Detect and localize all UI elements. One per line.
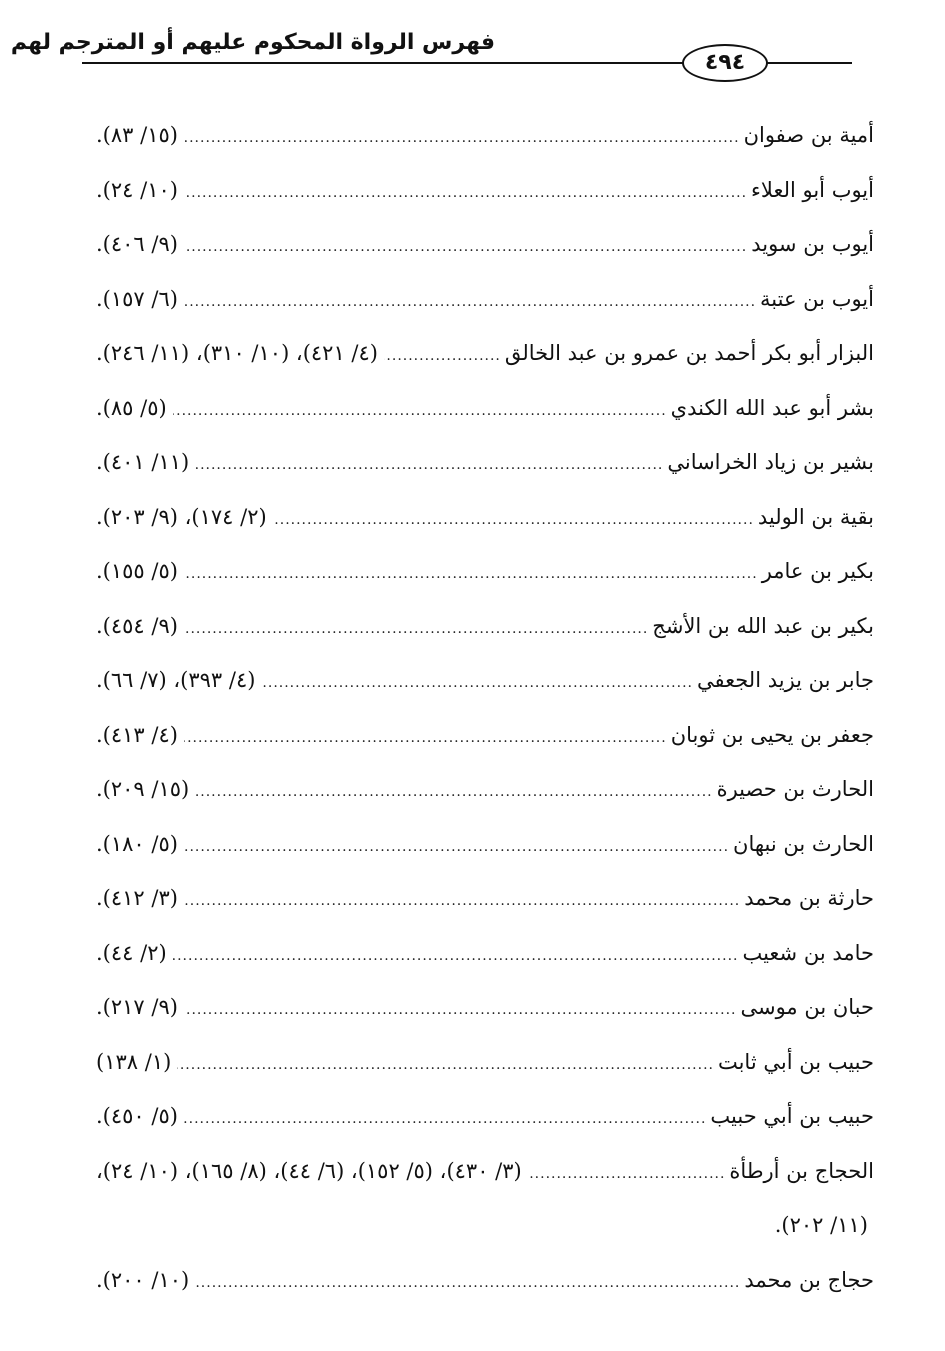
leader-dots	[173, 384, 667, 439]
index-entry	[96, 381, 874, 436]
leader-dots	[384, 329, 501, 384]
leader-dots	[184, 602, 648, 657]
index-entry	[96, 871, 874, 926]
volume-page-refs: (١٠/ ٢٠٠).	[96, 1267, 190, 1292]
leader-dots	[173, 929, 739, 984]
volume-page-refs: (٣/ ٤٣٠)، (٥/ ١٥٢)، (٦/ ٤٤)، (٨/ ١٦٥)، (١٠/ ٢٤)،	[96, 1158, 522, 1183]
index-entry	[96, 490, 874, 545]
narrator-name: بشر أبو عبد الله الكندي	[670, 395, 874, 420]
volume-page-refs: (٢/ ٤٤).	[96, 940, 167, 965]
narrator-name: حبيب بن أبي حبيب	[710, 1104, 874, 1128]
volume-page-refs: (٩/ ٤٥٤).	[96, 613, 178, 638]
narrator-name: حارثة بن محمد	[744, 886, 874, 910]
leader-dots	[261, 656, 693, 711]
volume-page-refs: (١٠/ ٢٤).	[96, 177, 178, 202]
narrator-name: البزار أبو بكر أحمد بن عمرو بن عبد الخالق	[504, 341, 874, 365]
leader-dots	[528, 1147, 726, 1202]
narrator-name: حجاج بن محمد	[744, 1267, 874, 1292]
narrator-name: بشير بن زياد الخراساني	[667, 450, 874, 474]
index-entry	[96, 217, 874, 272]
narrator-name: جعفر بن يحيى بن ثوبان	[670, 722, 874, 747]
index-entry	[96, 708, 874, 763]
index-entry	[96, 762, 874, 817]
volume-page-refs: (٣/ ٤١٢).	[96, 886, 178, 910]
leader-dots	[184, 711, 667, 766]
narrator-name: بكير بن عبد الله بن الأشج	[652, 613, 874, 638]
volume-page-refs: (٤/ ٣٩٣)، (٧/ ٦٦).	[96, 668, 256, 692]
index-entry	[96, 326, 874, 381]
leader-dots	[184, 547, 758, 602]
leader-dots	[184, 220, 747, 275]
narrator-name: بقية بن الوليد	[757, 504, 874, 529]
running-title: فهرس الرواة المحكوم عليهم أو المترجم لهم	[10, 30, 495, 55]
narrator-name: جابر بن يزيد الجعفي	[696, 668, 874, 692]
volume-page-refs: (٥/ ٨٥).	[96, 395, 167, 420]
index-entry	[96, 817, 874, 872]
narrator-name: الحارث بن نبهان	[733, 831, 874, 856]
index-entry	[96, 653, 874, 708]
index-entry	[96, 980, 874, 1035]
narrator-name: حامد بن شعيب	[742, 940, 874, 965]
leader-dots	[184, 166, 747, 221]
leader-dots	[184, 820, 729, 875]
volume-page-refs: (٤/ ٤٢١)، (١٠/ ٣١٠)، (١١/ ٢٤٦).	[96, 341, 378, 365]
leader-dots	[195, 438, 663, 493]
narrator-name: أمية بن صفوان	[743, 123, 874, 147]
leader-dots	[184, 111, 740, 166]
volume-page-refs: (١/ ١٣٨)	[96, 1049, 172, 1074]
narrator-name: أيوب بن عتبة	[760, 286, 874, 311]
index-entry	[96, 163, 874, 218]
volume-page-refs: (٩/ ٤٠٦).	[96, 232, 178, 256]
leader-dots	[177, 1038, 714, 1093]
volume-page-refs: (١٥/ ٢٠٩).	[96, 777, 190, 801]
narrator-name: حبيب بن أبي ثابت	[717, 1049, 874, 1074]
volume-page-refs: (٦/ ١٥٧).	[96, 286, 178, 311]
leader-dots	[195, 1256, 740, 1311]
index-entry	[96, 1089, 874, 1144]
index-entry	[96, 926, 874, 981]
index-entry	[96, 272, 874, 327]
leader-dots	[184, 874, 740, 929]
index-entry	[96, 1144, 874, 1253]
index-entry	[96, 1253, 874, 1308]
volume-page-refs: (٥/ ١٨٠).	[96, 831, 178, 856]
volume-page-refs: (١١/ ٤٠١).	[96, 450, 190, 474]
leader-dots	[184, 1092, 706, 1147]
volume-page-refs-continuation: (١١/ ٢٠٢).	[774, 1213, 868, 1237]
index-entry	[96, 544, 874, 599]
narrator-name: أيوب بن سويد	[751, 232, 874, 256]
leader-dots	[184, 275, 756, 330]
narrator-name: بكير بن عامر	[761, 559, 874, 583]
narrator-name: الحجاج بن أرطأة	[729, 1158, 874, 1183]
index-entry	[96, 108, 874, 163]
index-entry	[96, 599, 874, 654]
leader-dots	[273, 493, 754, 548]
leader-dots	[184, 983, 737, 1038]
volume-page-refs: (٢/ ١٧٤)، (٩/ ٢٠٣).	[96, 504, 267, 529]
narrator-name: الحارث بن حصيرة	[716, 777, 874, 801]
narrator-name: حبان بن موسى	[740, 995, 874, 1019]
volume-page-refs: (٩/ ٢١٧).	[96, 995, 178, 1019]
narrator-name: أيوب أبو العلاء	[751, 177, 874, 202]
page-number: ٤٩٤	[682, 44, 768, 82]
volume-page-refs: (٥/ ٤٥٠).	[96, 1104, 178, 1128]
narrator-index-list	[96, 108, 874, 1307]
volume-page-refs: (١٥/ ٨٣).	[96, 123, 178, 147]
index-entry	[96, 435, 874, 490]
leader-dots	[195, 765, 712, 820]
volume-page-refs: (٤/ ٤١٣).	[96, 722, 178, 747]
volume-page-refs: (٥/ ١٥٥).	[96, 559, 178, 583]
index-entry	[96, 1035, 874, 1090]
